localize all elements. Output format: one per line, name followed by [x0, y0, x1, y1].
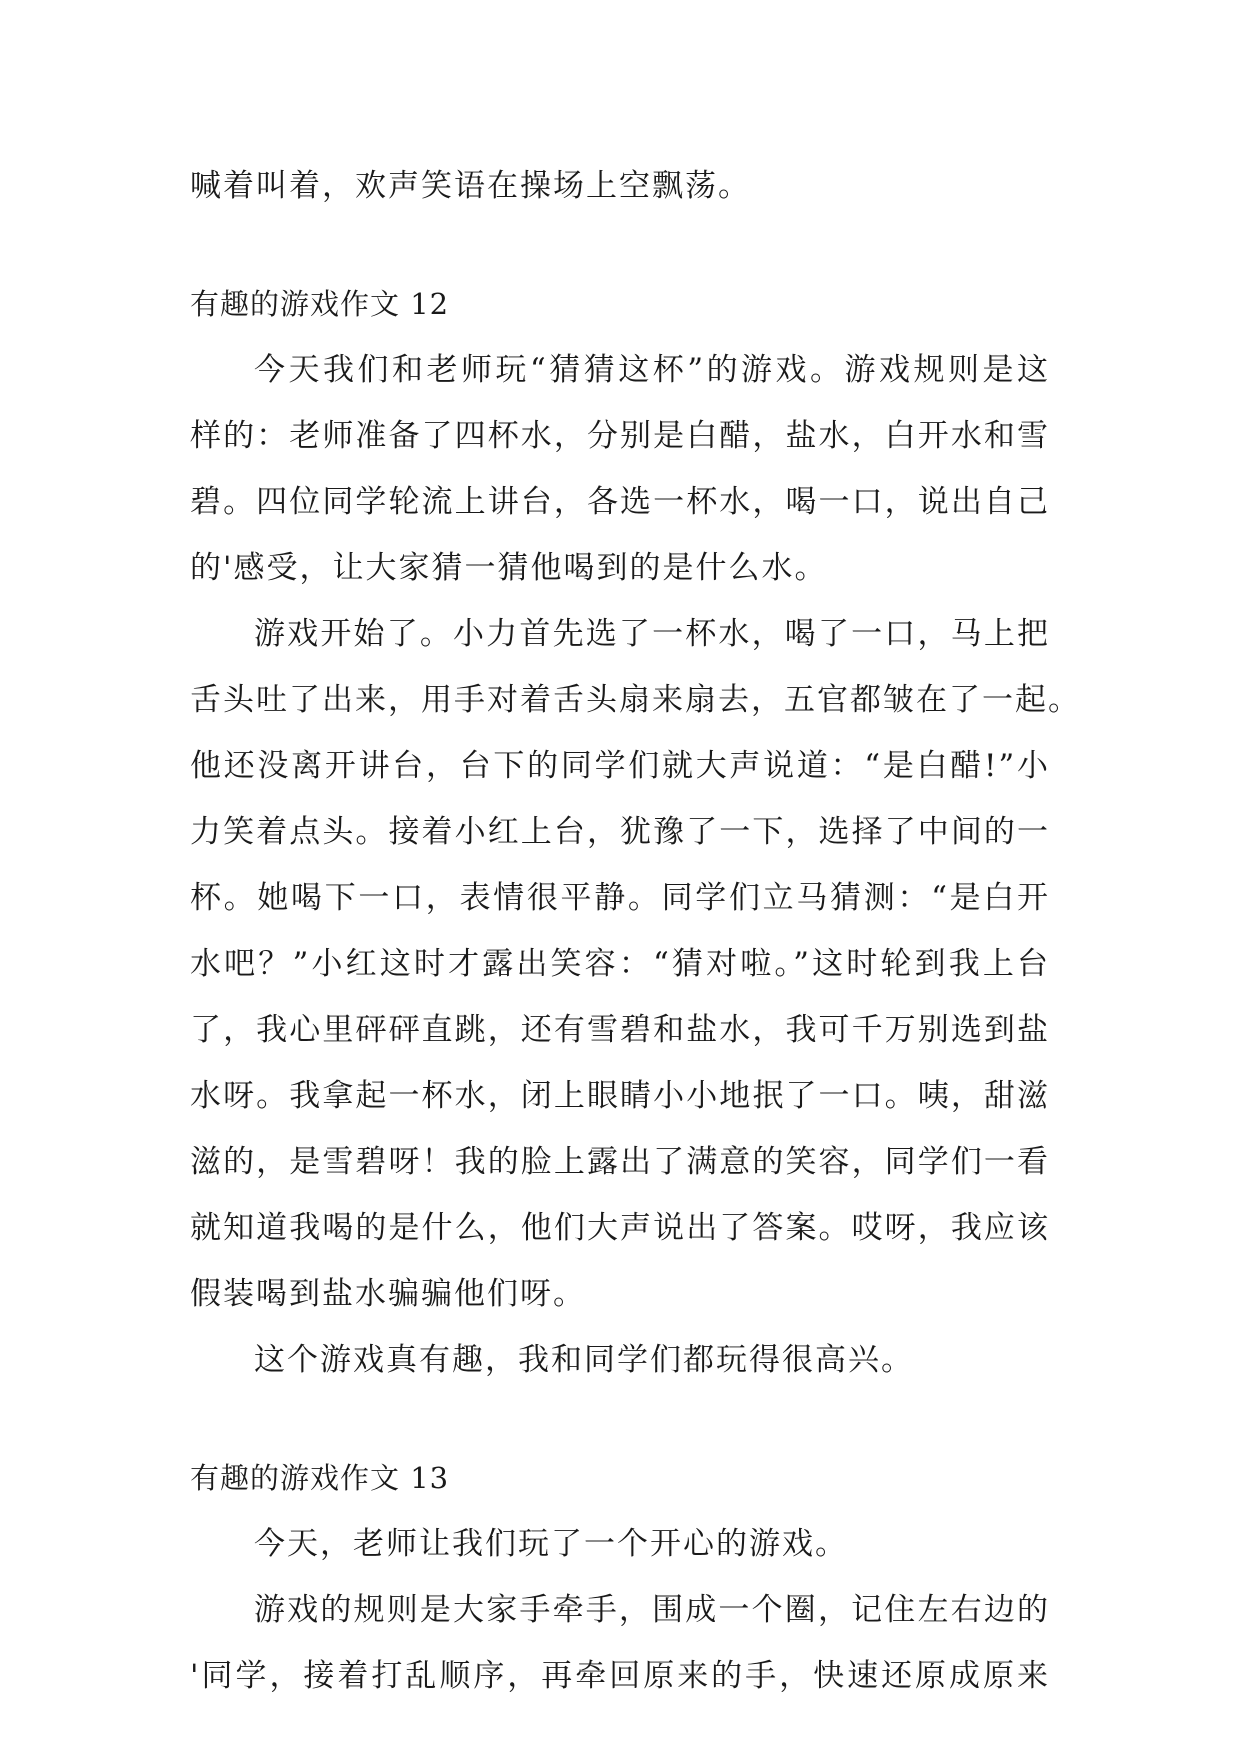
text-line: 滋的，是雪碧呀！我的脸上露出了满意的笑容，同学们一看: [190, 1144, 1050, 1180]
text-line: 他还没离开讲台，台下的同学们就大声说道：“是白醋!”小: [190, 748, 1050, 784]
text-line: 假装喝到盐水骗骗他们呀。: [190, 1276, 586, 1312]
text-line: 舌头吐了出来，用手对着舌头扇来扇去，五官都皱在了一起。: [190, 682, 1081, 718]
text-line: 水吧？”小红这时才露出笑容：“猜对啦。”这时轮到我上台: [190, 946, 1050, 982]
text-line: 游戏开始了。小力首先选了一杯水，喝了一口，马上把: [254, 616, 1050, 652]
text-line: 碧。四位同学轮流上讲台，各选一杯水，喝一口，说出自己: [190, 484, 1050, 520]
text-line: 就知道我喝的是什么，他们大声说出了答案。哎呀，我应该: [190, 1210, 1050, 1246]
text-line: 今天我们和老师玩“猜猜这杯”的游戏。游戏规则是这: [254, 352, 1050, 388]
section-heading: 有趣的游戏作文 12: [190, 287, 450, 321]
text-line: 了，我心里砰砰直跳，还有雪碧和盐水，我可千万别选到盐: [190, 1012, 1050, 1048]
text-line: 今天，老师让我们玩了一个开心的游戏。: [254, 1526, 848, 1562]
text-line: 游戏的规则是大家手牵手，围成一个圈，记住左右边的: [254, 1592, 1050, 1628]
text-line: 喊着叫着，欢声笑语在操场上空飘荡。: [190, 168, 751, 204]
text-line: 水呀。我拿起一杯水，闭上眼睛小小地抿了一口。咦，甜滋: [190, 1078, 1050, 1114]
text-line: 的'感受，让大家猜一猜他喝到的是什么水。: [190, 550, 828, 586]
text-line: 这个游戏真有趣，我和同学们都玩得很高兴。: [254, 1342, 914, 1378]
text-line: 力笑着点头。接着小红上台，犹豫了一下，选择了中间的一: [190, 814, 1050, 850]
text-line: 样的：老师准备了四杯水，分别是白醋，盐水，白开水和雪: [190, 418, 1050, 454]
text-line: '同学，接着打乱顺序，再牵回原来的手，快速还原成原来: [190, 1658, 1050, 1694]
text-line: 杯。她喝下一口，表情很平静。同学们立马猜测：“是白开: [190, 880, 1050, 916]
section-heading: 有趣的游戏作文 13: [190, 1461, 450, 1495]
